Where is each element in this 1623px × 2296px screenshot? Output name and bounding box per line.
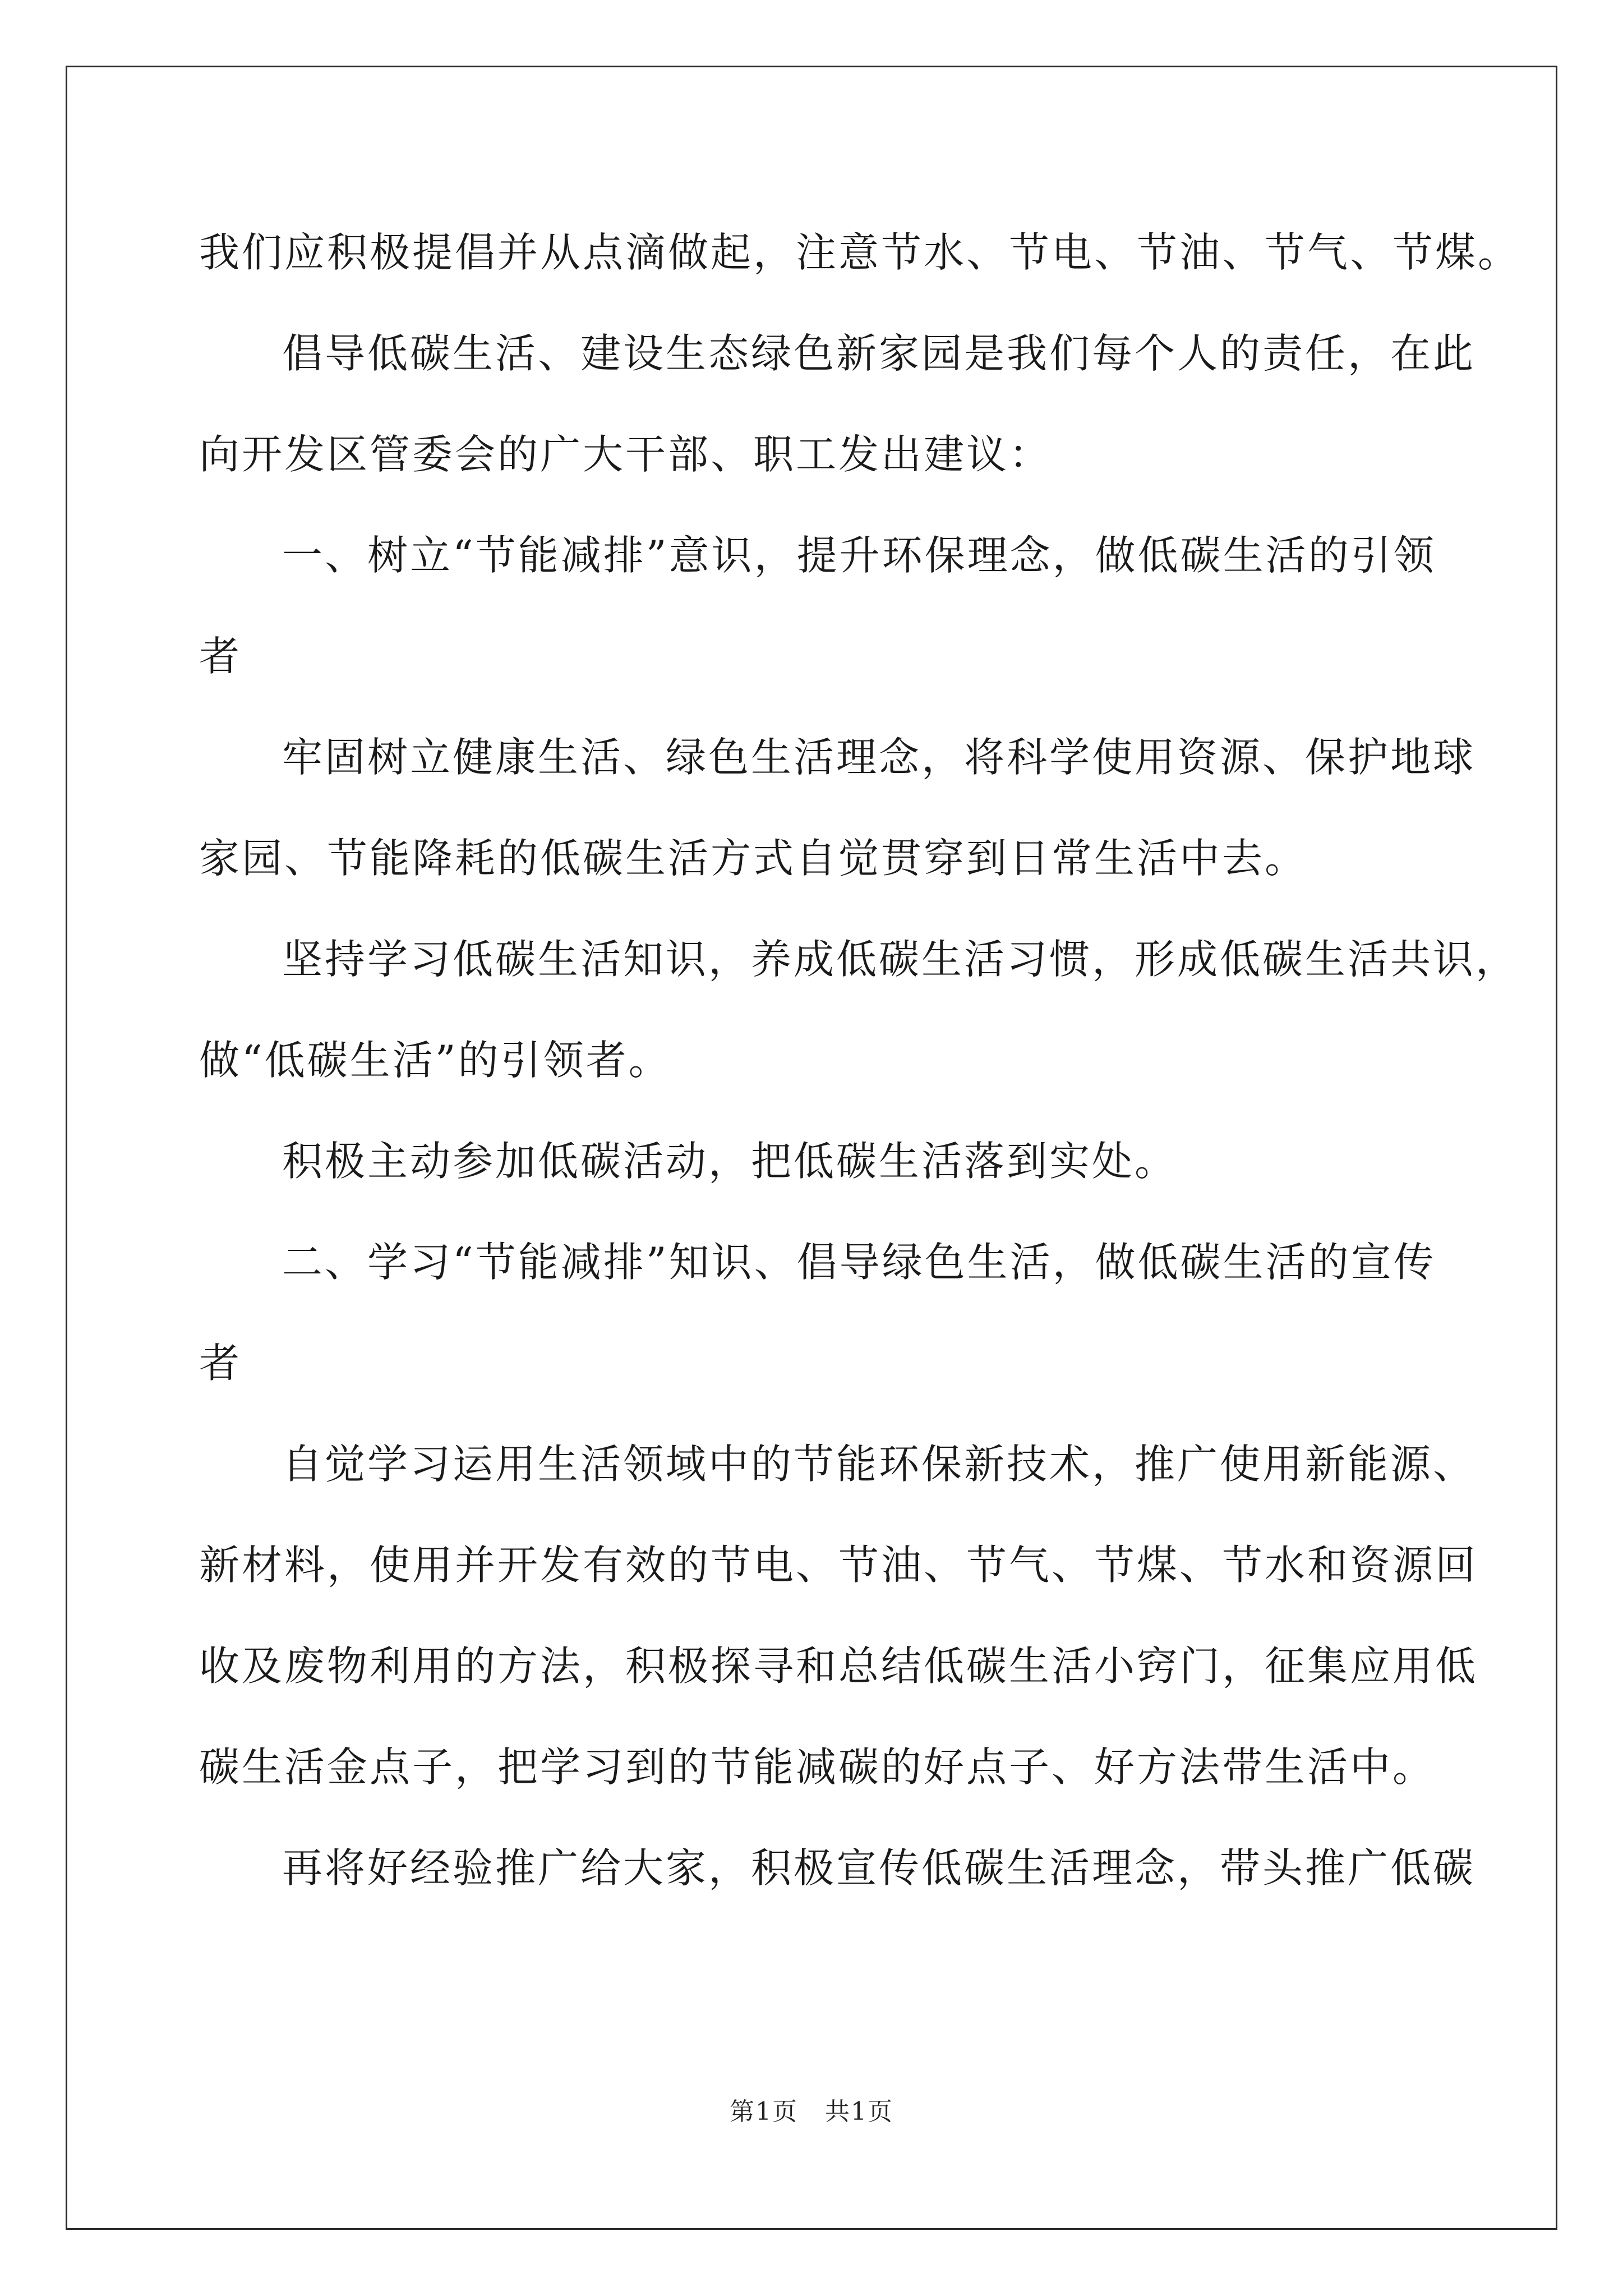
- paragraph-line-9: 做“低碳生活”的引领者。: [199, 1037, 671, 1084]
- paragraph-line-15: 收及废物利用的方法，积极探寻和总结低碳生活小窍门，征集应用低: [199, 1642, 1478, 1690]
- page-number-current: 第1页: [730, 2097, 798, 2126]
- heading-1-line-1: 一、树立“节能减排”意识，提升环保理念，做低碳生活的引领: [282, 532, 1436, 579]
- paragraph-line-8: 坚持学习低碳生活知识，养成低碳生活习惯，形成低碳生活共识，: [282, 936, 1519, 983]
- paragraph-line-2: 倡导低碳生活、建设生态绿色新家园是我们每个人的责任，在此: [282, 330, 1476, 377]
- paragraph-line-1: 我们应积极提倡并从点滴做起，注意节水、节电、节油、节气、节煤。: [199, 229, 1521, 276]
- paragraph-line-7: 家园、节能降耗的低碳生活方式自觉贯穿到日常生活中去。: [199, 835, 1308, 882]
- paragraph-line-17: 再将好经验推广给大家，积极宣传低碳生活理念，带头推广低碳: [282, 1844, 1476, 1892]
- heading-2-line-2: 者: [199, 1340, 242, 1387]
- page-number-total: 共1页: [825, 2097, 893, 2126]
- page-footer: [0, 2095, 1623, 2129]
- paragraph-line-10: 积极主动参加低碳活动，把低碳生活落到实处。: [282, 1138, 1178, 1185]
- paragraph-line-3: 向开发区管委会的广大干部、职工发出建议：: [199, 431, 1052, 478]
- heading-1-line-2: 者: [199, 633, 242, 680]
- paragraph-line-13: 自觉学习运用生活领域中的节能环保新技术，推广使用新能源、: [282, 1441, 1476, 1488]
- paragraph-line-6: 牢固树立健康生活、绿色生活理念，将科学使用资源、保护地球: [282, 734, 1476, 781]
- paragraph-line-14: 新材料，使用并开发有效的节电、节油、节气、节煤、节水和资源回: [199, 1542, 1478, 1589]
- paragraph-line-16: 碳生活金点子，把学习到的节能减碳的好点子、好方法带生活中。: [199, 1743, 1436, 1791]
- heading-2-line-1: 二、学习“节能减排”知识、倡导绿色生活，做低碳生活的宣传: [282, 1239, 1436, 1286]
